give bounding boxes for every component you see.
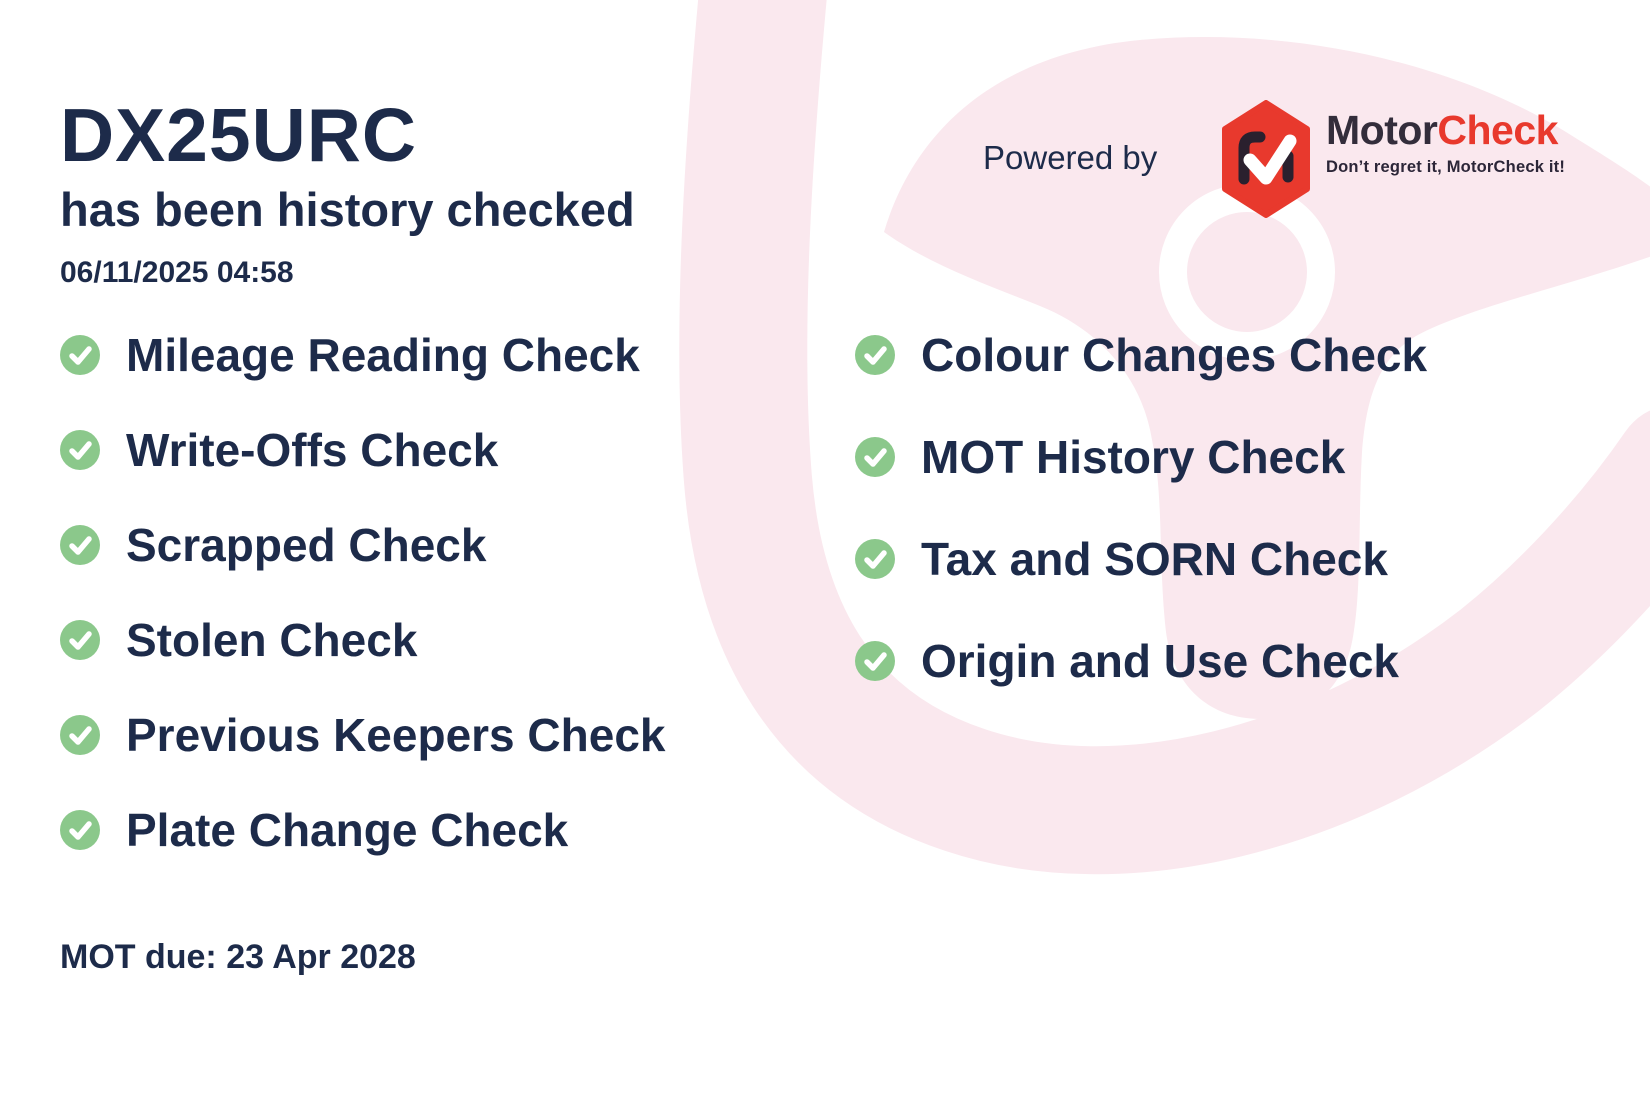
- check-circle-icon: [60, 430, 100, 470]
- check-row: [60, 614, 666, 666]
- brand-name-check: Check: [1437, 107, 1558, 153]
- brand-tagline: Don’t regret it, MotorCheck it!: [1326, 158, 1566, 176]
- checks-right-column: [855, 329, 1428, 687]
- mot-due-label: MOT due: 23 Apr 2028: [60, 938, 416, 976]
- check-label: Mileage Reading Check: [126, 329, 640, 381]
- check-label: MOT History Check: [921, 431, 1346, 483]
- check-row: [60, 804, 666, 856]
- check-circle-icon: [855, 437, 895, 477]
- powered-by-label: Powered by: [983, 139, 1158, 176]
- brand-name: [1326, 107, 1565, 153]
- check-circle-icon: [60, 525, 100, 565]
- check-row: [855, 431, 1427, 483]
- check-circle-icon: [855, 335, 895, 375]
- checks-left-column: [60, 329, 666, 856]
- check-timestamp: 06/11/2025 04:58: [60, 256, 294, 289]
- check-label: Write-Offs Check: [126, 424, 499, 476]
- check-circle-icon: [60, 715, 100, 755]
- check-circle-icon: [60, 620, 100, 660]
- check-label: Scrapped Check: [126, 519, 487, 571]
- check-label: Origin and Use Check: [921, 635, 1400, 687]
- check-circle-icon: [855, 641, 895, 681]
- check-row: [60, 709, 666, 761]
- check-label: Tax and SORN Check: [921, 533, 1388, 585]
- check-label: Stolen Check: [126, 614, 418, 666]
- check-label: Plate Change Check: [126, 804, 569, 856]
- check-row: [855, 533, 1427, 585]
- check-circle-icon: [60, 810, 100, 850]
- check-row: [855, 329, 1428, 381]
- brand-name-motor: Motor: [1326, 107, 1438, 153]
- vehicle-registration: DX25URC: [60, 93, 418, 177]
- check-row: [60, 329, 666, 381]
- page-subtitle: has been history checked: [60, 183, 635, 236]
- check-row: [60, 519, 666, 571]
- check-label: Previous Keepers Check: [126, 709, 666, 761]
- check-label: Colour Changes Check: [921, 329, 1428, 381]
- check-row: [60, 424, 666, 476]
- check-circle-icon: [60, 335, 100, 375]
- brand-block: [1326, 107, 1566, 177]
- check-row: [855, 635, 1427, 687]
- check-circle-icon: [855, 539, 895, 579]
- motorcheck-hexagon-logo-icon: [1222, 100, 1310, 218]
